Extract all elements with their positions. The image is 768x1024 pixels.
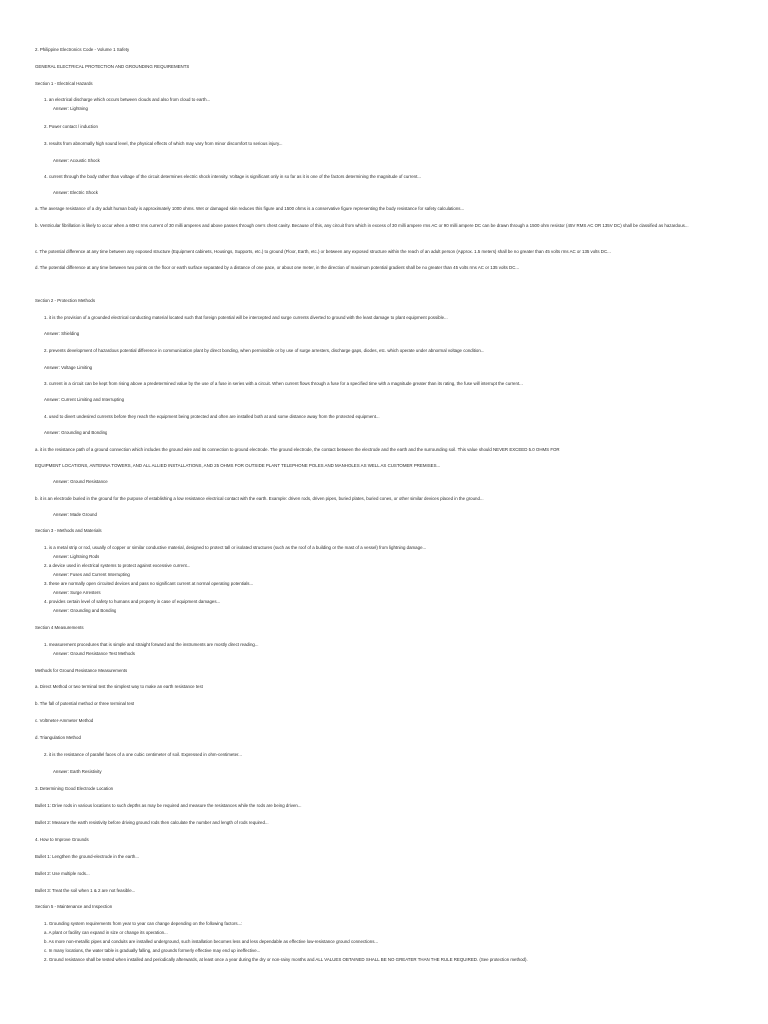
answer: Answer: Earth Resistivity (53, 769, 102, 774)
answer: Answer: Shielding (44, 331, 79, 336)
method-item: c. Voltmeter-Ammeter Method (35, 718, 93, 723)
section-2-heading: Section 2 - Protection Methods (35, 298, 95, 303)
subheading: 3. Determining Good Electrode Location (35, 786, 113, 791)
subheading: Methods for Ground Resistance Measurements (35, 668, 127, 673)
list-item: 3. current in a circuit can be kept from rising above a predetermined value by the use of a fuse in series with a circuit. When current flows through a fuse for a specified time with a magnitude greater than its rating, the fuse will interrupt the current... (44, 381, 523, 386)
list-item: 2. it is the resistance of parallel faces of a one cubic centimeter of soil. Expressed in ohm-centimeter... (44, 752, 242, 757)
answer: Answer: Made Ground (53, 512, 97, 517)
list-item: 4. current through the body rather than voltage of the circuit determines electric shock intensity. Voltage is significant only in so far as it is one of the factors determining the magnitude of current... (44, 174, 421, 179)
list-item: 2. Power contact / induction (44, 124, 98, 129)
method-item: b. The fall of potential method or three terminal test (35, 701, 134, 706)
bullet-item: Bullet 1: Lengthen the ground-electrode in the earth... (35, 854, 139, 859)
list-item: 2. a device used in electrical systems to protect against excessive current... (44, 563, 190, 568)
answer: Answer: Electric Shock (53, 190, 98, 195)
section-3-heading: Section 3 - Methods and Materials (35, 528, 102, 533)
bullet-item: Bullet 3: Treat the soil when 1 & 2 are not feasible... (35, 888, 135, 893)
subheading: 4. How to Improve Grounds (35, 837, 89, 842)
list-item: 1. measurement procedures that is simple and straight forward and the instruments are mostly direct reading... (44, 642, 259, 647)
method-item: a. Direct Method or two terminal test the simplest way to make an earth resistance test (35, 684, 203, 689)
list-item: 4. used to divert undesired currents before they reach the equipment being protected and often are installed both at and some distance away from the protected equipment... (44, 414, 380, 419)
list-item: 1. an electrical discharge which occurs between clouds and also from cloud to earth... (44, 97, 210, 102)
answer: Answer: Grounding and Bonding (44, 430, 107, 435)
list-item: 1. is a metal strip or rod, usually of copper or similar conductive material, designed to protect tall or isolated structures (such as the roof of a building or the mast of a vessel) from lightning damage... (44, 545, 426, 550)
paragraph: a. it is the resistance path of a ground connection which includes the ground wire and its connection to ground electrode. The ground electrode, the contact between the electrode and the earth and the surrounding soil. This value should NEVER EXCEED 5.0 OHMS FOR (35, 447, 560, 452)
section-5-heading: Section 5 - Maintenance and Inspection (35, 904, 112, 909)
section-1-heading: Section 1 - Electrical Hazards (35, 81, 93, 86)
bullet-item: Bullet 1: Drive rods in various locations to such depths as may be required and measure the resistances while the rods are being driven... (35, 803, 302, 808)
answer: Answer: Lightning Rods (53, 554, 99, 559)
answer: Answer: Acoustic Shock (53, 158, 100, 163)
list-item: 2. prevents development of hazardous potential difference in communication plant by direct bonding, when permissible or by use of surge arresters, discharge gaps, diodes, etc. which operate under abnormal voltage condition... (44, 348, 484, 353)
answer: Answer: Voltage Limiting (44, 365, 92, 370)
doc-header: 2. Philippine Electronics Code - Volume 1 Safety (35, 47, 129, 52)
bullet-item: Bullet 2: Use multiple rods... (35, 871, 90, 876)
answer: Answer: Fuses and Current Interrupting (53, 572, 130, 577)
list-item: 4. provides certain level of safety to humans and property in case of equipment damages... (44, 599, 220, 604)
list-item: b. As more non-metallic pipes and conduits are installed underground, such installation becomes less and less dependable as effective low-resistance ground connections... (44, 939, 378, 944)
answer: Answer: Ground Resistance (53, 479, 108, 484)
paragraph: b. Ventricular fibrillation is likely to occur when a 60Hz rms current of 30 milli amperes and above passes through one's chest cavity. Because of this, any circuit from which in excess of 30 milli ampere rms AC or 90 milli ampere DC can be drawn through a 1500 ohm resistor (45V RMS AC OR 135V DC) shall be classified as hazardous... (35, 223, 689, 228)
list-item: 2. Ground resistance shall be tested when installed and periodically afterwards, at least once a year during the dry or non-rainy months and ALL VALUES OBTAINED SHALL BE NO GREATER THAN THE RULE REQUIRED. (See protection method). (44, 957, 528, 962)
bullet-item: Bullet 2: Measure the earth resistivity before driving ground rods then calculate the number and length of rods required... (35, 820, 269, 825)
answer: Answer: Current Limiting and Interrupting (44, 397, 124, 402)
list-item: 3. these are normally open circuited devices and pass no significant current at normal operating potentials... (44, 581, 253, 586)
answer: Answer: Lightning (53, 106, 88, 111)
answer: Answer: Surge Arresters (53, 590, 101, 595)
paragraph: b. it is an electrode buried in the ground for the purpose of establishing a low resistance electrical contact with the earth. Example: driven rods, driven pipes, buried plates, buried cones, or other similar devices placed in the ground... (35, 496, 484, 501)
paragraph: c. The potential difference at any time between any exposed structure (Equipment cabinets, Housings, Supports, etc.) to ground (Floor, Earth, etc.) or between any exposed structure within the reach of an adult person (Approx. 1.5 meters) shall be no greater than 45 volts rms AC or 135 volts DC... (35, 249, 611, 254)
method-item: d. Triangulation Method (35, 735, 81, 740)
list-item: 1. it is the provision of a grounded electrical conducting material located such that foreign potential will be intercepted and surge currents diverted to ground with the least damage to plant equipment possible... (44, 315, 448, 320)
answer: Answer: Ground Resistance Test Methods (53, 651, 135, 656)
doc-title: GENERAL ELECTRICAL PROTECTION AND GROUNDING REQUIREMENTS (35, 64, 189, 69)
list-item: 3. results from abnormally high sound level, the physical effects of which may vary from minor discomfort to serious injury... (44, 141, 283, 146)
paragraph: EQUIPMENT LOCATIONS, ANTENNA TOWERS, AND ALL ALLIED INSTALLATIONS, AND 25 OHMS FOR OUTSIDE PLANT TELEPHONE POLES AND MANHOLES AS WELL AS CUSTOMER PREMISES... (35, 463, 440, 468)
paragraph: a. The average resistance of a dry adult human body is approximately 1000 ohms. Wet or damaged skin reduces this figure and 1500 ohms is a conservative figure representing the body resistance for safety calculations... (35, 206, 464, 211)
list-item: a. A plant or facility can expand in size or change its operation... (44, 930, 168, 935)
answer: Answer: Grounding and Bonding (53, 608, 116, 613)
section-4-heading: Section 4 Measurements (35, 625, 84, 630)
paragraph: d. The potential difference at any time between two points on the floor or earth surface separated by a distance of one pace, or about one meter, in the direction of maximum potential gradient shall be no greater than 45 volts rms AC or 135 volts DC... (35, 265, 519, 270)
list-item: c. In many locations, the water table is gradually falling, and grounds formerly effective may end up ineffective... (44, 948, 260, 953)
list-item: 1. Grounding system requirements from year to year can change depending on the following factors...: (44, 921, 242, 926)
